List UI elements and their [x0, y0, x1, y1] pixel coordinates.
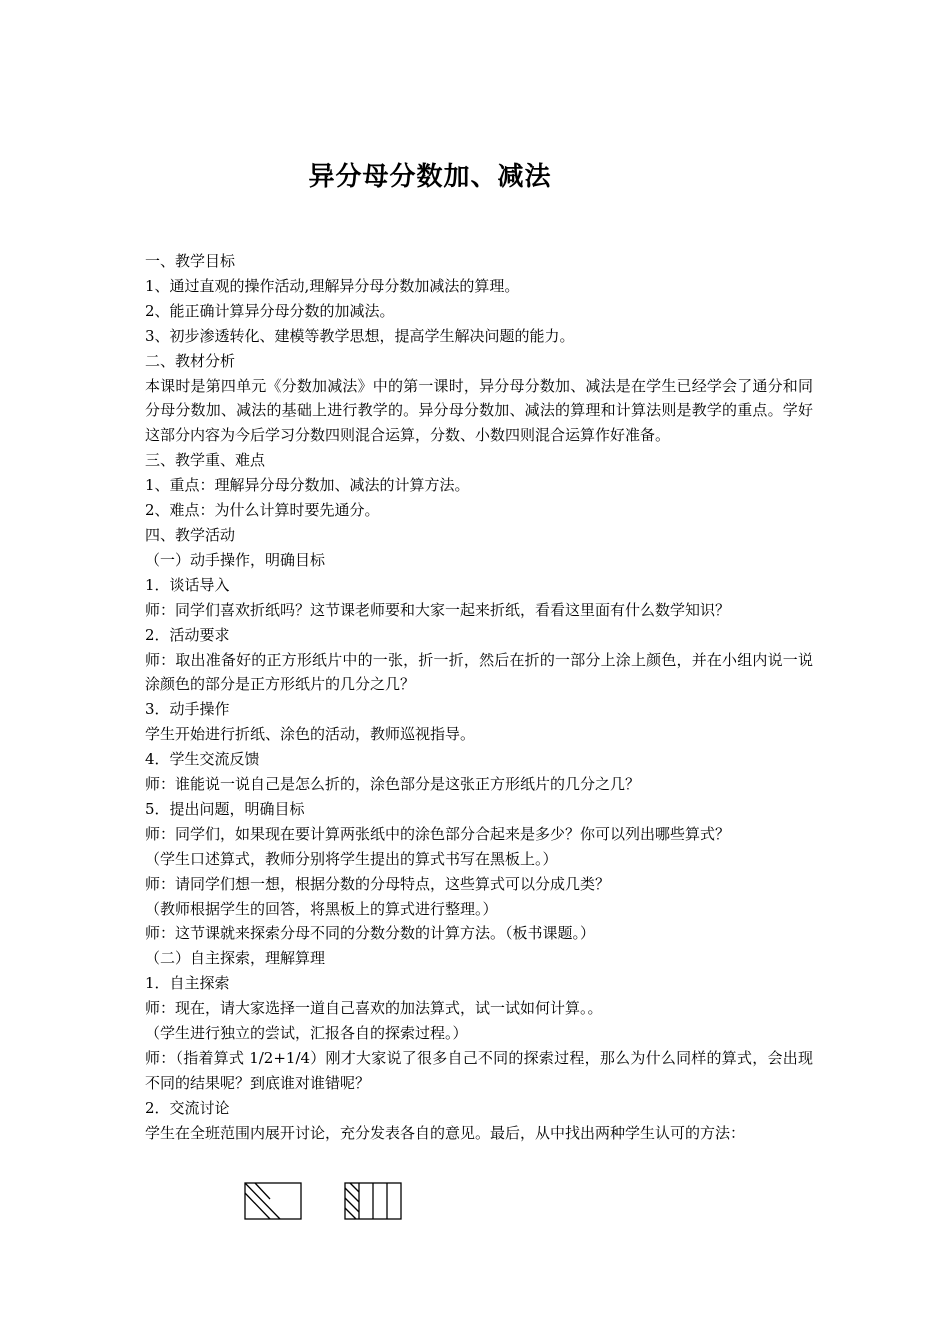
paragraph: 师：取出准备好的正方形纸片中的一张，折一折，然后在折的一部分上涂上颜色，并在小组内说一说涂颜色的部分是正方形纸片的几分之几？ [145, 650, 813, 694]
paragraph: （学生口述算式，教师分别将学生提出的算式书写在黑板上。） [145, 849, 558, 868]
paragraph: 师：谁能说一说自己是怎么折的，涂色部分是这张正方形纸片的几分之几？ [145, 775, 641, 794]
paragraph: 一、教学目标 [145, 252, 236, 270]
paragraph: 2．活动要求 [145, 625, 230, 644]
paragraph: 1．自主探索 [145, 974, 230, 993]
paragraph: 学生在全班范围内展开讨论，充分发表各自的意见。最后，从中找出两种学生认可的方法： [145, 1123, 746, 1142]
paragraph: 2、能正确计算异分母分数的加减法。 [145, 301, 395, 320]
paragraph: （二）自主探索，理解算理 [145, 949, 326, 968]
paragraph: 师：同学们喜欢折纸吗？这节课老师要和大家一起来折纸，看看这里面有什么数学知识？ [145, 600, 731, 619]
paragraph: 3、初步渗透转化、建模等教学思想，提高学生解决问题的能力。 [145, 326, 575, 345]
paragraph: 1、通过直观的操作活动,理解异分母分数加减法的算理。 [145, 276, 520, 295]
paragraph: 师：这节课就来探索分母不同的分数分数的计算方法。（板书课题。） [145, 924, 596, 943]
paragraph: 学生开始进行折纸、涂色的活动，教师巡视指导。 [145, 725, 476, 744]
half-folded-paper-diagram [245, 1183, 301, 1219]
paragraph: 4．学生交流反馈 [145, 750, 260, 769]
document-body [145, 249, 813, 1146]
paragraph: 本课时是第四单元《分数加减法》中的第一课时，异分母分数加、减法是在学生已经学会了通分和同分母分数加、减法的基础上进行教学的。异分母分数加、减法的算理和计算法则是教学的重点。学好这部分内容为今后学习分数四则混合运算，分数、小数四则混合运算作好准备。 [145, 376, 813, 445]
paragraph: 2、难点：为什么计算时要先通分。 [145, 501, 380, 520]
quarter-folded-paper-diagram [345, 1183, 401, 1219]
paragraph: （教师根据学生的回答，将黑板上的算式进行整理。） [145, 899, 498, 918]
paragraph: （一）动手操作，明确目标 [145, 550, 326, 569]
document-title: 异分母分数加、减法 [308, 162, 552, 192]
fraction-diagrams [244, 1180, 414, 1222]
paragraph: （学生进行独立的尝试，汇报各自的探索过程。） [145, 1024, 468, 1043]
paragraph: 师：现在，请大家选择一道自己喜欢的加法算式，试一试如何计算。。 [145, 999, 603, 1018]
paragraph: 2．交流讨论 [145, 1098, 230, 1117]
paragraph: 二、教材分析 [145, 351, 236, 370]
paragraph: 三、教学重、难点 [145, 451, 266, 470]
paragraph: 师：请同学们想一想，根据分数的分母特点，这些算式可以分成几类？ [145, 874, 611, 893]
paragraph: 1．谈话导入 [145, 575, 230, 594]
paragraph: 5．提出问题，明确目标 [145, 799, 305, 818]
paragraph: 四、教学活动 [145, 525, 236, 544]
paragraph: 师：同学们，如果现在要计算两张纸中的涂色部分合起来是多少？你可以列出哪些算式？ [145, 824, 731, 843]
paragraph: 师：（指着算式 1/2+1/4）刚才大家说了很多自己不同的探索过程，那么为什么同样的算式，会出现不同的结果呢？到底谁对谁错呢？ [145, 1049, 813, 1092]
paragraph: 1、重点：理解异分母分数加、减法的计算方法。 [145, 476, 470, 495]
fraction-diagrams-svg [244, 1180, 414, 1222]
paragraph: 3．动手操作 [145, 700, 230, 719]
